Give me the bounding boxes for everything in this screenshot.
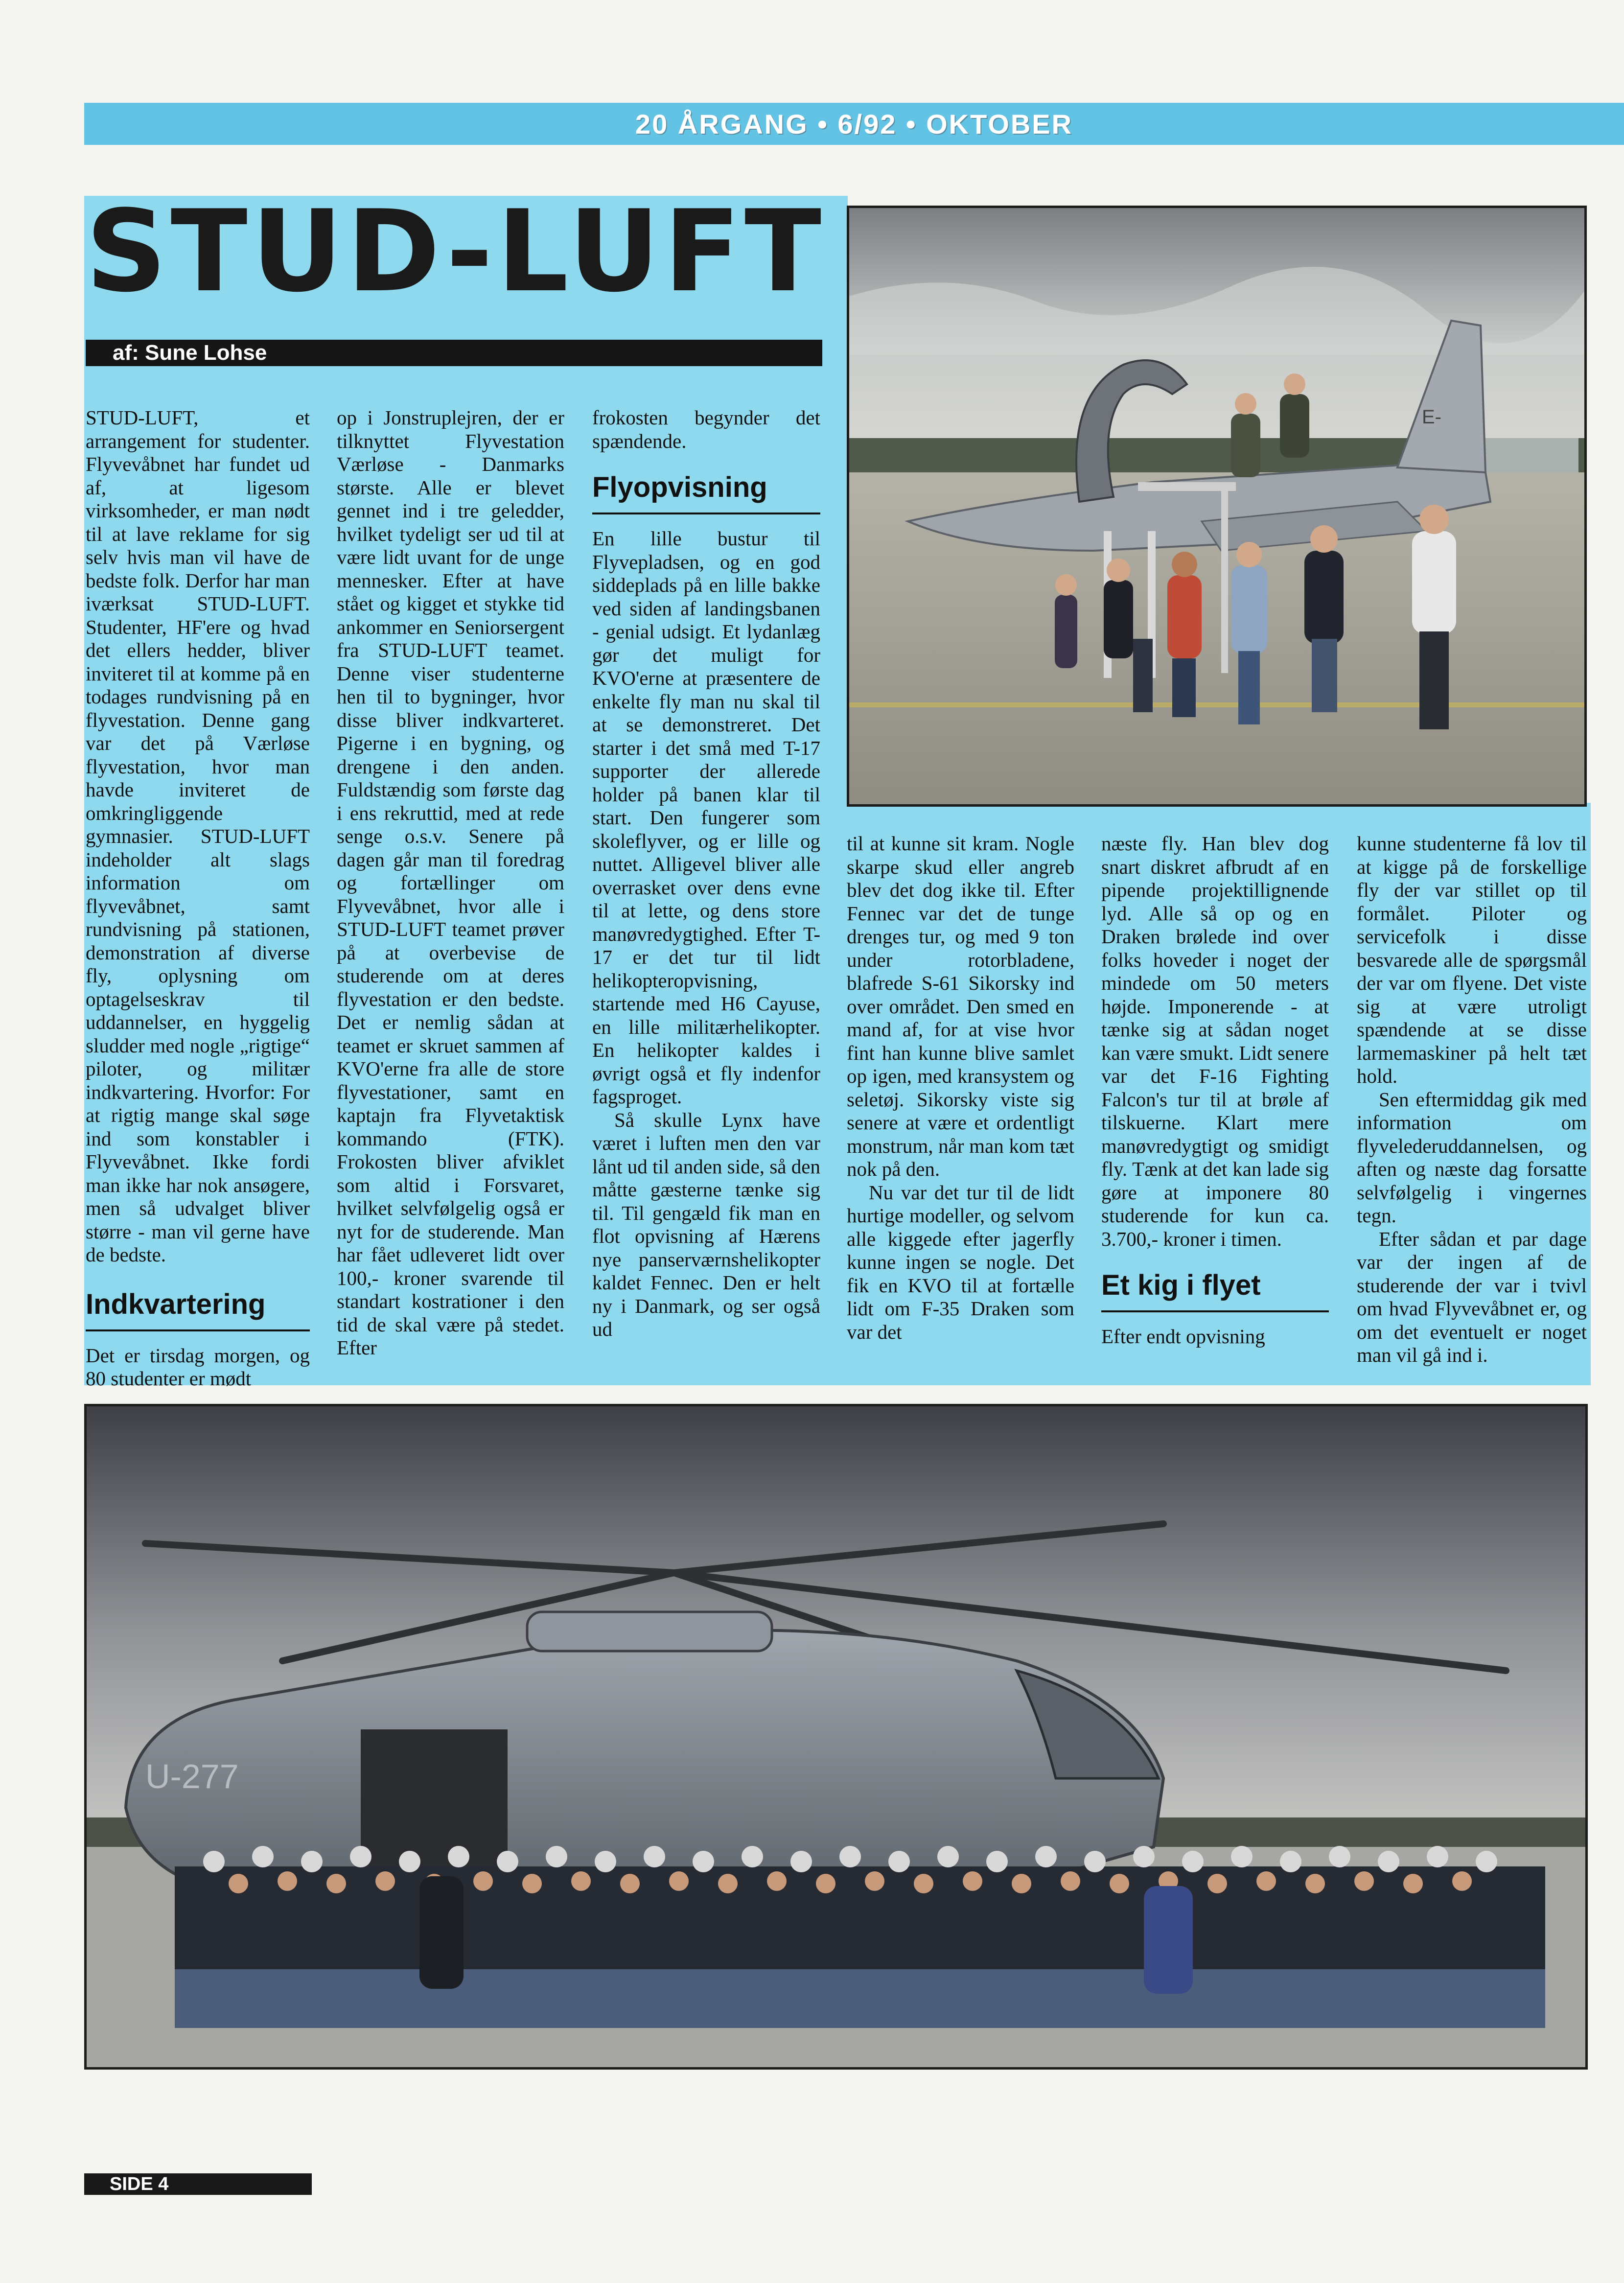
column-text: En lille bustur til Flyvepladsen, og en god siddeplads på en lille bakke ved siden af landingsbanen - genial udsigt. Et lydanlæg gør det muligt for KVO'erne at præsentere de enkelte fly man nu skal til at se demonstreret. Det starter i det små med T-17 supporter der allerede holder på banen klar til start. Den fungerer som skoleflyver, og er lille og nuttet. Alligevel bliver alle overrasket over dens evne til at lette, og dens store manøvredygtighed. Efter T-17 er det tur til lidt helikopteropvisning, startende med H6 Cayuse, en lille militærhelikopter. En helikopter kaldes i øvrigt også et fly indenfor fagsproget. — [592, 527, 820, 1108]
boarding-platform — [1221, 487, 1228, 673]
article-column-2 — [337, 406, 564, 1360]
column-text: op i Jonstruplejren, der er tilknyttet Flyvestation Værløse - Danmarks største. Alle er blevet gennet ind i tre geledder, hvilket tydeligt ser ud til at være lidt uvant for de unge mennesker. Efter at have stået og kigget et stykke tid ankommer en Seniorsergent fra STUD-LUFT teamet. Denne viser studenterne hen til to bygninger, hvor disse bliver indkvarteret. Pigerne i en bygning, og drengene i den anden. Fuldstændig som første dag i ens rekruttid, med at rede senge o.s.v. Senere på dagen går man til foredrag og fortællinger om Flyvevåbnet, hvor alle i STUD-LUFT teamet prøver på at overbevise de studerende om at deres flyvestation er den bedste. Det er nemlig sådan at teamet er skruet sammen af KVO'erne fra alle de store flyvestationer, samt en kaptajn fra Flyvetaktisk kommando (FTK). Frokosten bliver afviklet som altid i Forsvaret, hvilket selvfølgelig også er nyt for de studerende. Man har fået udleveret lidt over 100,- kroner svarende til standart kostrationer i den tid de skal være på stedet. Efter — [337, 406, 564, 1359]
article-column-1 — [86, 406, 310, 1391]
column-text: Efter sådan et par dage var der ingen af de studerende der var i tvivl om hvad Flyvevåbnet er, og om det eventuelt er noget man vil gå ind i. — [1357, 1227, 1587, 1366]
jet-tail-code: E- — [1422, 406, 1441, 428]
photo-helicopter-group-illustration — [87, 1406, 1585, 2067]
column-text: STUD-LUFT, et arrangement for studenter. Flyvevåbnet har fundet ud af, at ligesom virksomheder, er man nødt til at lave reklame for sig selv hvis man vil have de bedste folk. Derfor har man iværksat STUD-LUFT. Studenter, HF'ere og hvad det ellers hedder, bliver inviteret til at komme på en todages rundvisning på en flyvestation. Denne gang var det på Værløse flyvestation, hvor man havde inviteret de omkringliggende gymnasier. STUD-LUFT indeholder alt slags information om flyvevåbnet, samt rundvisning på stationen, demonstration af diverse fly, oplysning om optagelseskrav til uddannelser, en hyggelig sludder med nogle „rigtige“ piloter, og militær indkvartering. Hvorfor: For at rigtig mange skal søge ind som konstabler i Flyvevåbnet. Ikke fordi man ikke har nok ansøgere, men så udvalget bliver større - man vil gerne have de bedste. — [86, 406, 310, 1266]
article-title: STUD-LUFT — [86, 186, 826, 317]
column-text: Det er tirsdag morgen, og 80 studenter er mødt — [86, 1344, 310, 1390]
column-text: frokosten begynder det spændende. — [592, 406, 820, 452]
article-column-5 — [1101, 832, 1329, 1349]
section-heading-flyopvisning: Flyopvisning — [592, 469, 820, 514]
page-number-bar: SIDE 4 — [84, 2173, 312, 2195]
photo-f16-jet-illustration — [849, 208, 1584, 804]
section-heading-et-kig-i-flyet: Et kig i flyet — [1101, 1267, 1329, 1312]
column-text: til at kunne sit kram. Nogle skarpe skud eller angreb blev det dog ikke til. Efter Fennec var det de tunge drenges tur, og med 9 ton under rotorbladene, blafrede S-61 Sikorsky ind over området. Den smed en mand af, for at vise hvor fint han kunne blive samlet op igen, med kransystem og seletøj. Sikorsky viste sig senere at være et ordentligt monstrum, når man kom tæt nok på den. — [847, 832, 1074, 1180]
column-text: Nu var det tur til de lidt hurtige modeller, og selvom alle kiggede efter jagerfly kunne ingen se nogle. Det fik en KVO til at fortælle lidt om F-35 Draken som var det — [847, 1181, 1074, 1343]
article-column-6 — [1357, 832, 1587, 1367]
column-text: Sen eftermiddag gik med information om flyvelederuddannelsen, og aften og næste dag forsatte selvfølgelig i vingernes tegn. — [1357, 1088, 1587, 1227]
people-group — [175, 1846, 1545, 2028]
byline: af: Sune Lohse — [86, 340, 822, 366]
taxi-line — [849, 702, 1584, 707]
masthead-text: 20 ÅRGANG • 6/92 • OKTOBER — [635, 108, 1073, 140]
helicopter-door — [361, 1729, 508, 1876]
helicopter-hull-code: U-277 — [145, 1757, 239, 1795]
article-column-4 — [847, 832, 1074, 1344]
photo-f16-jet — [847, 206, 1587, 807]
column-text: næste fly. Han blev dog snart diskret afbrudt af en pipende projektillignende lyd. Alle så op og en Draken brølede ind over folks hoveder i noget der mindede om 50 meters højde. Imponerende - at tænke sig at sådan noget kan være smukt. Lidt senere var det F-16 Fighting Falcon's tur til at brøle af tilskuerne. Klart mere manøvredygtigt og smidigt fly. Tænk at det kan lade sig gøre at imponere 80 studerende for kun ca. 3.700,- kroner i timen. — [1101, 832, 1329, 1250]
article-column-3 — [592, 406, 820, 1341]
section-heading-indkvartering: Indkvartering — [86, 1286, 310, 1331]
column-text: kunne studenterne få lov til at kigge på de forskellige fly der var stillet op til formålet. Piloter og servicefolk i disse besvarede alle de spørgsmål der var om flyene. Det viste sig at være utroligt spændende at se disse larmemaskiner på helt tæt hold. — [1357, 832, 1587, 1087]
photo-helicopter-group — [84, 1404, 1588, 2070]
helicopter-engine-hump — [527, 1612, 772, 1651]
column-text: Efter endt opvisning — [1101, 1325, 1265, 1348]
column-text: Så skulle Lynx have været i luften men den var lånt ud til anden side, så den måtte gæsterne tænke sig til. Til gengæld fik man en flot opvisning af Hærens nye panserværnshelikopter kaldet Fennec. Den er helt ny i Danmark, og ser også ud — [592, 1108, 820, 1340]
masthead-bar — [84, 103, 1624, 145]
